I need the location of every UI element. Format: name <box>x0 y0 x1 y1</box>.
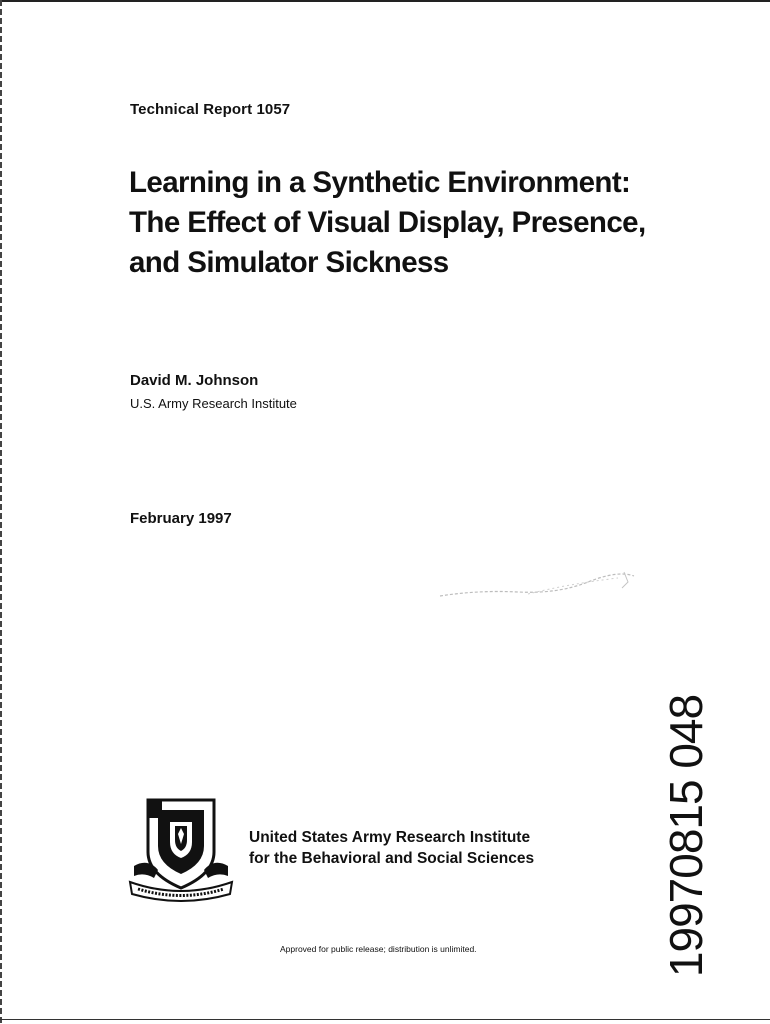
ari-emblem-logo <box>128 796 234 902</box>
report-title <box>129 163 689 283</box>
title-line-2: The Effect of Visual Display, Presence, <box>129 206 646 239</box>
scan-border-top <box>0 0 770 2</box>
scan-border-bottom <box>0 1019 770 1020</box>
organization-name <box>249 827 534 869</box>
accession-number-text: 19970815 048 <box>660 694 712 978</box>
organization-line-2: for the Behavioral and Social Sciences <box>249 850 535 867</box>
publication-date: February 1997 <box>130 510 232 527</box>
scan-border-left <box>0 0 2 1024</box>
title-line-1: Learning in a Synthetic Environment: <box>129 166 631 199</box>
release-statement: Approved for public release; distribution is unlimited. <box>280 944 477 954</box>
organization-line-1: United States Army Research Institute <box>249 829 531 846</box>
author-name: David M. Johnson <box>130 372 259 389</box>
report-number: Technical Report 1057 <box>130 101 291 118</box>
title-line-3: and Simulator Sickness <box>129 246 449 279</box>
faint-stamp-mark <box>438 564 638 604</box>
author-affiliation: U.S. Army Research Institute <box>130 396 297 411</box>
